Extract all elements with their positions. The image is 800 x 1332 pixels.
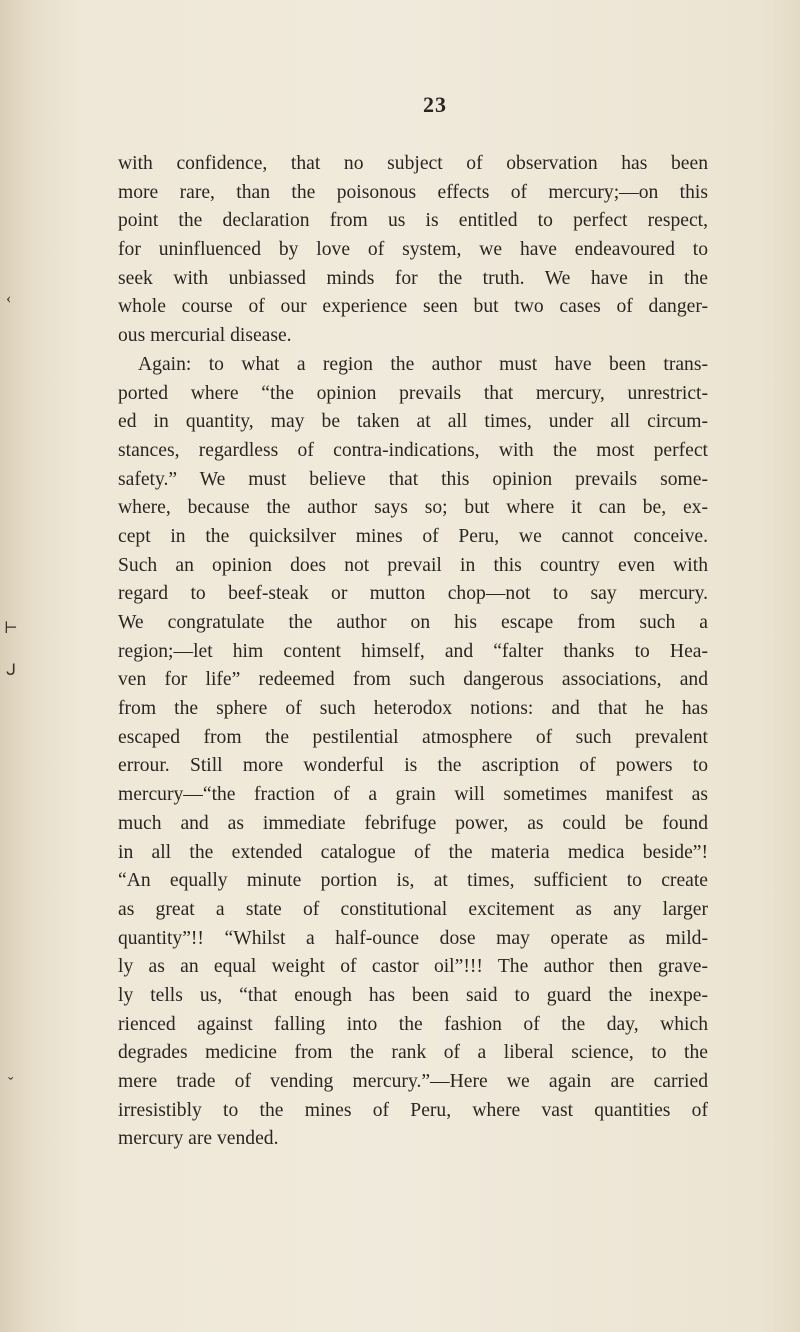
text-line: where, because the author says so; but where it can be, ex- bbox=[118, 497, 708, 519]
text-line: more rare, than the poisonous effects of mercury;—on this bbox=[118, 181, 708, 203]
text-line: ly as an equal weight of castor oil”!!! The author then grave- bbox=[118, 956, 708, 978]
margin-mark: ˇ bbox=[8, 1075, 14, 1092]
text-line: errour. Still more wonderful is the ascription of powers to bbox=[118, 755, 708, 777]
text-line: regard to beef-steak or mutton chop—not to say mercury. bbox=[118, 583, 708, 605]
text-line: We congratulate the author on his escape from such a bbox=[118, 612, 708, 633]
text-line: ven for life” redeemed from such dangerous associations, and bbox=[118, 669, 708, 691]
text-line: quantity”!! “Whilst a half-ounce dose may operate as mild- bbox=[118, 927, 708, 949]
body-text bbox=[118, 150, 708, 1154]
text-line: degrades medicine from the rank of a liberal science, to the bbox=[118, 1042, 708, 1064]
text-line: much and as immediate febrifuge power, as could be found bbox=[118, 812, 708, 834]
text-line: ous mercurial disease. bbox=[118, 325, 292, 347]
text-line: in all the extended catalogue of the materia medica beside”! bbox=[118, 841, 708, 863]
text-line: region;—let him content himself, and “falter thanks to Hea- bbox=[118, 640, 708, 662]
text-line: mere trade of vending mercury.”—Here we again are carried bbox=[118, 1071, 708, 1092]
text-line: point the declaration from us is entitled to perfect respect, bbox=[118, 210, 708, 232]
text-line: with confidence, that no subject of observation has been bbox=[118, 153, 708, 174]
text-line: whole course of our experience seen but two cases of danger- bbox=[118, 296, 708, 318]
margin-mark: ‹ bbox=[6, 290, 12, 307]
text-line: from the sphere of such heterodox notions: and that he has bbox=[118, 698, 708, 720]
page-number: 23 bbox=[423, 92, 447, 117]
text-line: ported where “the opinion prevails that mercury, unrestrict- bbox=[118, 382, 708, 404]
text-line: mercury are vended. bbox=[118, 1128, 279, 1150]
margin-mark: ⊢ bbox=[4, 620, 18, 637]
margin-mark: ᒍ bbox=[6, 662, 17, 679]
text-line: seek with unbiassed minds for the truth. We have in the bbox=[118, 267, 708, 289]
text-line: “An equally minute portion is, at times, sufficient to create bbox=[118, 870, 708, 892]
text-line: stances, regardless of contra-indications, with the most perfect bbox=[118, 439, 708, 461]
text-line: mercury—“the fraction of a grain will sometimes manifest as bbox=[118, 784, 708, 806]
text-line: as great a state of constitutional excitement as any larger bbox=[118, 898, 708, 920]
text-line: escaped from the pestilential atmosphere of such prevalent bbox=[118, 726, 708, 748]
text-line: rienced against falling into the fashion of the day, which bbox=[118, 1013, 708, 1035]
text-line: Such an opinion does not prevail in this country even with bbox=[118, 554, 708, 576]
text-line: Again: to what a region the author must have been trans- bbox=[138, 353, 708, 375]
text-line: safety.” We must believe that this opinion prevails some- bbox=[118, 468, 708, 490]
text-line: ly tells us, “that enough has been said to guard the inexpe- bbox=[118, 984, 708, 1006]
text-line: irresistibly to the mines of Peru, where vast quantities of bbox=[118, 1099, 708, 1121]
text-line: cept in the quicksilver mines of Peru, we cannot conceive. bbox=[118, 525, 708, 547]
text-line: for uninfluenced by love of system, we have endeavoured to bbox=[118, 239, 708, 261]
text-line: ed in quantity, may be taken at all times, under all circum- bbox=[118, 411, 708, 433]
